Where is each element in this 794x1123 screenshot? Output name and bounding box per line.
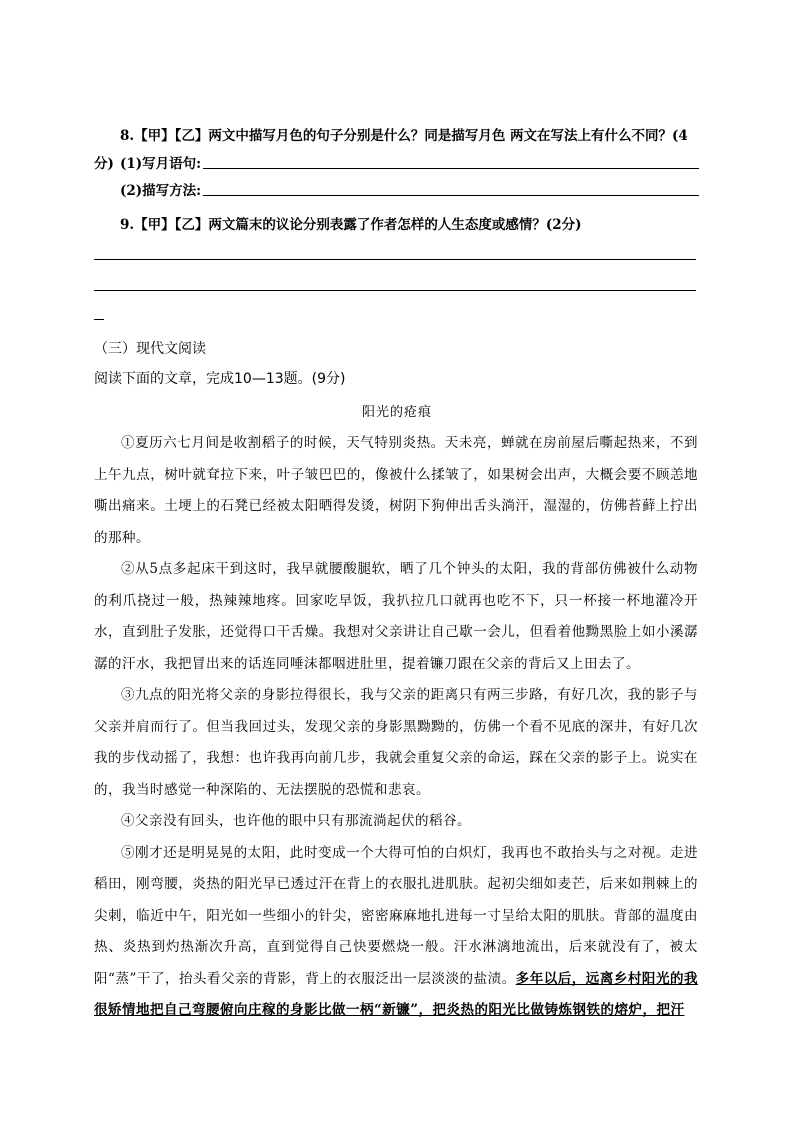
answer-line-2[interactable]	[94, 290, 696, 291]
article-title: 阳光的疮痕	[361, 405, 432, 420]
paragraph-4: ④父亲没有回头，也许他的眼中只有那流淌起伏的稻谷。	[121, 813, 471, 829]
section-heading: （三）现代文阅读	[94, 341, 206, 357]
blank-2-line[interactable]	[203, 195, 699, 196]
question-9: 9.【甲】【乙】两文篇末的议论分别表露了作者怎样的人生态度或感情？(2分)	[120, 217, 582, 233]
reading-instruction: 阅读下面的文章，完成10—13题。(9分)	[94, 371, 346, 387]
answer-line-3-stub	[94, 319, 104, 320]
blank-1-label: (1)写月语句:	[120, 156, 202, 172]
blank-1-line[interactable]	[203, 168, 699, 169]
paragraph-5-text: ⑤刚才还是明晃晃的太阳，此时变成一个大得可怕的白炽灯，我再也不敢抬头与之对视。走进稻田，刚弯腰，炎热的阳光早已透过汗在背上的衣服扎进肌肤。起初尖细如麦芒，后来如荆棘上的尖刺，临近中午，阳光如一些细小的针尖，密密麻麻地扎进每一寸呈给太阳的肌肤。背部的温度由热、炎热到灼热渐次升高，直到觉得自己快要燃烧一般。汗水淋漓地流出，后来就没有了，被太阳“蒸”干了，抬头看父亲的背影，背上的衣服泛出一层淡淡的盐渍。	[94, 844, 698, 987]
article-body	[94, 428, 698, 1027]
paragraph-2: ②从5点多起床干到这时，我早就腰酸腿软，晒了几个钟头的太阳，我的背部仿佛被什么动物的利爪挠过一般，热辣辣地疼。回家吃早饭，我扒拉几口就再也吃不下，只一杯接一杯地灌冷开水，直到肚子发胀，还觉得口干舌燥。我想对父亲讲让自己歇一会儿，但看着他黝黑脸上如小溪潺潺的汗水，我把冒出来的话连同唾沫都咽进肚里，提着镰刀跟在父亲的背后又上田去了。	[94, 561, 698, 672]
paragraph-1: ①夏历六七月间是收割稻子的时候，天气特别炎热。天未亮，蝉就在房前屋后嘶起热来，不到上午九点，树叶就耷拉下来，叶子皱巴巴的，像被什么揉皱了，如果树会出声，大概会要不顾恙地嘶出痛来。土埂上的石凳已经被太阳晒得发烫，树阴下狗伸出舌头淌汗，湿湿的，仿佛苔藓上拧出的那种。	[94, 435, 698, 546]
answer-line-1[interactable]	[94, 259, 696, 260]
blank-2-label: (2)描写方法:	[120, 183, 202, 199]
paragraph-3: ③九点的阳光将父亲的身影拉得很长，我与父亲的距离只有两三步路，有好几次，我的影子与父亲并肩而行了。但当我回过头，发现父亲的身影黑黝黝的，仿佛一个看不见底的深井，有好几次我的步伐动摇了，我想：也许我再向前几步，我就会重复父亲的命运，踩在父亲的影子上。说实在的，我当时感觉一种深陷的、无法摆脱的恐慌和悲哀。	[94, 687, 698, 798]
underlined-sentence: 多年以后，远离乡村阳光的我很矫情地把自己弯腰俯向庄稼的身影比做一柄“新镰”，把炎热的阳光比做铸炼钢铁的熔炉，把汗	[94, 970, 699, 1018]
question-8-line2: 分)	[94, 156, 114, 172]
paragraph-5	[94, 838, 698, 1027]
question-8-line1: 8.【甲】【乙】两文中描写月色的句子分别是什么？同是描写月色 两文在写法上有什么不同？(4	[120, 128, 688, 144]
